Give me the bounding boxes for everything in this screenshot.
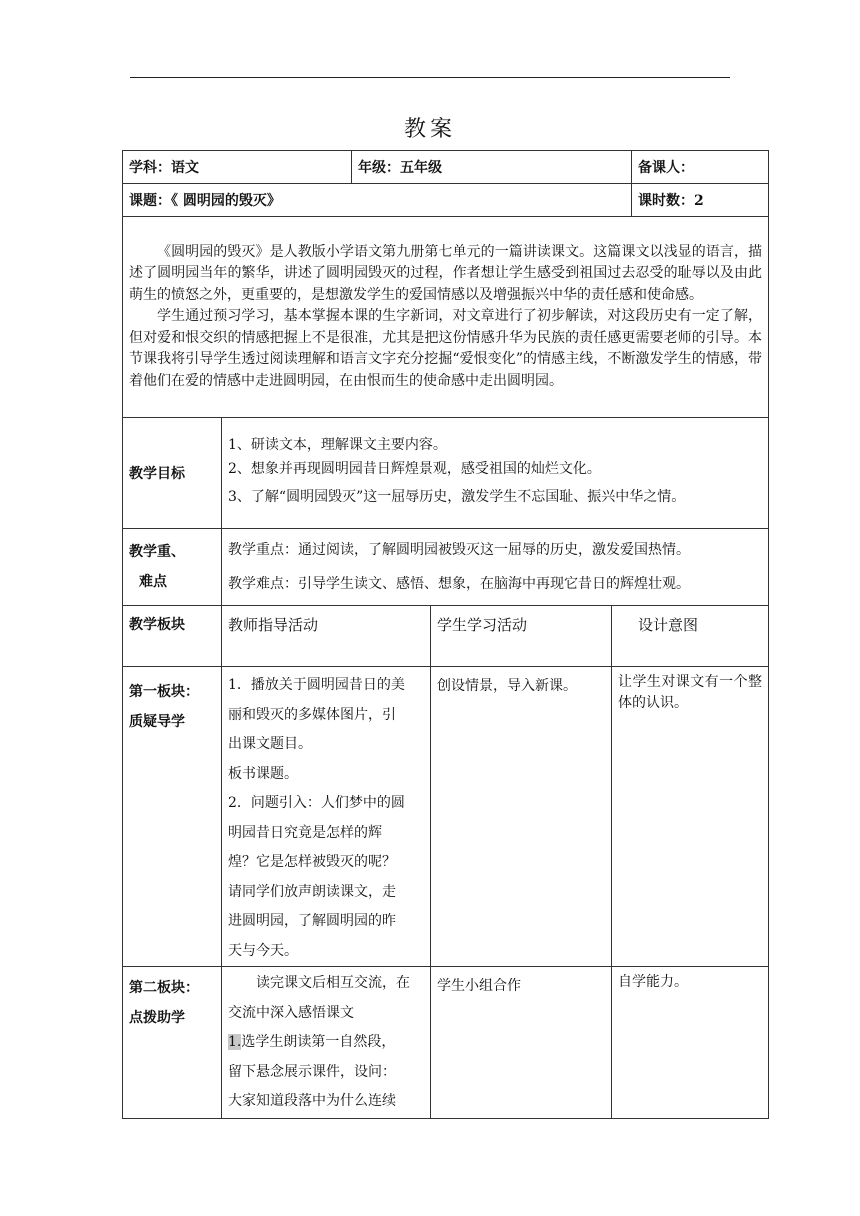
subject-cell: 学科：语文 bbox=[123, 151, 352, 184]
col-header-intent: 设计意图 bbox=[612, 606, 769, 667]
difficulty-text: 教学难点：引导学生读文、感悟、想象，在脑海中再现它昔日的辉煌壮观。 bbox=[228, 576, 690, 592]
col-header-teacher: 教师指导活动 bbox=[222, 606, 431, 667]
teacher-line: 明园昔日究竟是怎样的辉 bbox=[228, 824, 382, 841]
highlighted-number: 1. bbox=[228, 1034, 242, 1050]
block2-row bbox=[123, 967, 769, 1119]
teacher-line: 进圆明园，了解圆明园的昨 bbox=[228, 913, 396, 929]
teacher-line: 板书课题。 bbox=[228, 765, 298, 782]
goal-item: 1、研读文本，理解课文主要内容。 bbox=[228, 437, 447, 453]
goals-cell bbox=[222, 418, 769, 529]
col-header-student: 学生学习活动 bbox=[431, 606, 612, 667]
teacher-line-text: 选学生朗读第一自然段， bbox=[241, 1034, 396, 1050]
goals-row bbox=[123, 418, 769, 529]
goal-item: 2、想象并再现圆明园昔日辉煌景观，感受祖国的灿烂文化。 bbox=[228, 461, 601, 477]
teacher-line: 煌？它是怎样被毁灭的呢？ bbox=[228, 854, 396, 870]
page-title: 教案 bbox=[403, 117, 456, 142]
intro-paragraph-1: 《圆明园的毁灭》是人教版小学语文第九册第七单元的一篇讲读课文。这篇课文以浅显的语言，描述了圆明园当年的繁华，讲述了圆明园毁灭的过程，作者想让学生感受到祖国过去忍受的耻辱以及由此萌生的愤怒之外，更重要的，是想激发学生的爱国情感以及增强振兴中华的责任感和使命感。 bbox=[129, 243, 763, 303]
teacher-line: 交流中深入感悟课文 bbox=[228, 1004, 354, 1021]
block2-teacher bbox=[222, 967, 431, 1119]
lesson-plan-table bbox=[122, 150, 769, 1119]
teacher-line: 留下悬念展示课件，设问： bbox=[228, 1063, 396, 1080]
key-points-label-line1: 教学重、 bbox=[129, 544, 185, 560]
teacher-line bbox=[228, 1028, 424, 1058]
focus-text: 教学重点：通过阅读，了解圆明园被毁灭这一屈辱的历史，激发爱国热情。 bbox=[228, 542, 690, 558]
block1-row bbox=[123, 667, 769, 967]
key-points-row bbox=[123, 529, 769, 606]
teacher-line: 2．问题引入：人们梦中的圆 bbox=[228, 795, 405, 811]
block1-name-line2: 质疑导学 bbox=[129, 714, 185, 730]
block2-intent: 自学能力。 bbox=[612, 967, 769, 1119]
header-rule bbox=[130, 77, 730, 78]
block1-student: 创设情景，导入新课。 bbox=[431, 667, 612, 967]
block1-teacher bbox=[222, 667, 431, 967]
teacher-line: 丽和毁灭的多媒体图片，引 bbox=[228, 706, 396, 723]
teacher-line: 天与今天。 bbox=[228, 942, 298, 959]
intro-cell bbox=[123, 217, 769, 418]
block2-name-line1: 第二板块： bbox=[129, 980, 199, 996]
topic-cell: 课题：《 圆明园的毁灭》 bbox=[123, 184, 632, 217]
block1-name-line1: 第一板块： bbox=[129, 684, 199, 700]
block2-name bbox=[123, 967, 222, 1119]
teacher-line: 出课文题目。 bbox=[228, 736, 312, 752]
block1-name bbox=[123, 667, 222, 967]
key-points-label-line2: 难点 bbox=[139, 574, 167, 590]
intro-paragraph-2: 学生通过预习学习，基本掌握本课的生字新词，对文章进行了初步解读，对这段历史有一定了解，但对爱和恨交织的情感把握上不是很准，尤其是把这份情感升华为民族的责任感更需要老师的引导。本节课我将引导学生透过阅读理解和语言文字充分挖掘“爱恨变化”的情感主线，不断激发学生的情感，带着他们在爱的情感中走进圆明园，在由恨而生的使命感中走出圆明园。 bbox=[129, 308, 763, 389]
block2-student: 学生小组合作 bbox=[431, 967, 612, 1119]
block1-intent: 让学生对课文有一个整体的认识。 bbox=[612, 667, 769, 967]
col-header-block: 教学板块 bbox=[123, 606, 222, 667]
grade-cell: 年级：五年级 bbox=[352, 151, 632, 184]
teacher-line: 读完课文后相互交流，在 bbox=[256, 975, 410, 991]
key-points-label bbox=[123, 529, 222, 606]
hours-cell: 课时数：2 bbox=[632, 184, 769, 217]
column-header-row bbox=[123, 606, 769, 667]
block2-name-line2: 点拨助学 bbox=[129, 1010, 185, 1026]
header-row-2 bbox=[123, 184, 769, 217]
teacher-line: 1．播放关于圆明园昔日的美 bbox=[228, 677, 405, 693]
goal-item: 3、了解“圆明园毁灭”这一屈辱历史，激发学生不忘国耻、振兴中华之情。 bbox=[228, 489, 686, 505]
preparer-cell: 备课人： bbox=[632, 151, 769, 184]
goals-label: 教学目标 bbox=[123, 418, 222, 529]
intro-row bbox=[123, 217, 769, 418]
teacher-line: 大家知道段落中为什么连续 bbox=[228, 1093, 396, 1109]
header-row-1 bbox=[123, 151, 769, 184]
key-points-cell bbox=[222, 529, 769, 606]
teacher-line: 请同学们放声朗读课文，走 bbox=[228, 883, 396, 900]
